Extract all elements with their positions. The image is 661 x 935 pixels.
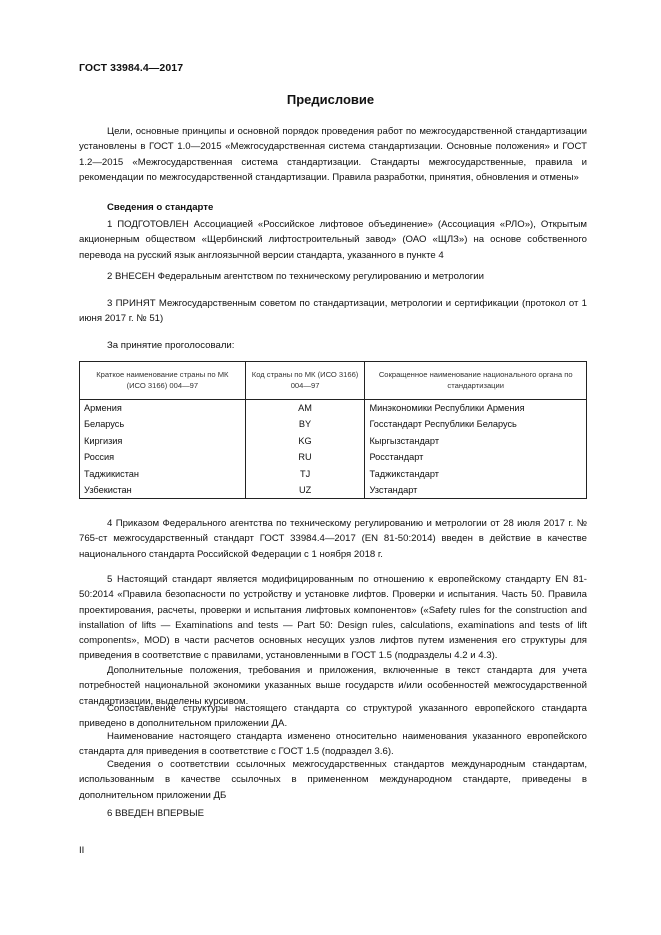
table-cell-code: RU (245, 449, 365, 465)
table-row (80, 466, 587, 482)
intro-paragraph: Цели, основные принципы и основной порядок проведения работ по межгосударственной стандартизации установлены в ГОСТ 1.0—2015 «Межгосударственная система стандартизации. Основные положения» и ГОСТ 1.2—2015 «Межгосударственная система стандартизации. Стандарты межгосударственные, правила и рекомендации по межгосударственной стандартизации. Правила разработки, принятия, обновления и отмены» (79, 126, 587, 183)
table-header-body: Сокращенное наименование национального органа по стандартизации (365, 362, 587, 400)
table-cell-country: Узбекистан (80, 482, 246, 499)
table-cell-code: BY (245, 416, 365, 432)
item-5-paragraph-4: Наименование настоящего стандарта изменено относительно наименования указанного европейского стандарта для приведения в соответствие с ГОСТ 1.5 (подраздел 3.6). (79, 731, 587, 758)
table-cell-country: Армения (80, 400, 246, 417)
item-5-paragraph-3: Сопоставление структуры настоящего стандарта со структурой указанного европейского стандарта приведено в дополнительном приложении ДА. (79, 703, 587, 730)
item-3-paragraph: 3 ПРИНЯТ Межгосударственным советом по стандартизации, метрологии и сертификации (протокол от 1 июня 2017 г. № 51) (79, 298, 587, 325)
table-row (80, 400, 587, 417)
member-states-table (79, 361, 587, 499)
section-heading: Сведения о стандарте (107, 202, 214, 213)
page-number: II (79, 845, 85, 856)
table-row (80, 416, 587, 432)
table-header-country: Краткое наименование страны по МК (ИСО 3166) 004—97 (80, 362, 246, 400)
table-cell-country: Беларусь (80, 416, 246, 432)
table-cell-code: AM (245, 400, 365, 417)
table-cell-body: Росстандарт (365, 449, 587, 465)
item-2-paragraph: 2 ВНЕСЕН Федеральным агентством по техническому регулированию и метрологии (107, 271, 485, 282)
table-cell-body: Таджикстандарт (365, 466, 587, 482)
standard-id-header: ГОСТ 33984.4—2017 (79, 62, 184, 74)
item-5-paragraph-5: Сведения о соответствии ссылочных межгосударственных стандартов международным стандартам, использованным в качестве ссылочных в примененном международном стандарте, приведены в дополнительном приложении ДБ (79, 759, 587, 801)
table-row (80, 482, 587, 499)
item-5-paragraph: 5 Настоящий стандарт является модифицированным по отношению к европейскому стандарту EN 81-50:2014 «Правила безопасности по устройству и установке лифтов. Проверки и испытания. Часть 50. Правила проектирования, расчеты, проверки и испытания лифтовых компонентов» («Safety rules for the construction and installation of lifts — Examinations and tests — Part 50: Design rules, calculations, examinations and tests of lift components», MOD) в части расчетов основных несущих узлов лифтов путем изменения его структуры для приведения в соответствие с правилами, установленными в ГОСТ 1.5 (подразделы 4.2 и 4.3). (79, 574, 587, 662)
table-cell-code: UZ (245, 482, 365, 499)
page-title: Предисловие (286, 92, 375, 107)
table-header-code: Код страны по МК (ИСО 3166) 004—97 (245, 362, 365, 400)
item-6-paragraph: 6 ВВЕДЕН ВПЕРВЫЕ (107, 808, 205, 819)
table-cell-country: Россия (80, 449, 246, 465)
table-cell-body: Узстандарт (365, 482, 587, 499)
item-5-paragraph-2: Дополнительные положения, требования и приложения, включенные в текст стандарта для учета потребностей национальной экономики указанных выше государств и/или особенностей межгосударственной стандартизации, выделены курсивом. (79, 665, 587, 707)
table-cell-body: Кыргызстандарт (365, 433, 587, 449)
vote-intro: За принятие проголосовали: (107, 340, 235, 351)
table-cell-country: Киргизия (80, 433, 246, 449)
table-row (80, 449, 587, 465)
table-cell-country: Таджикистан (80, 466, 246, 482)
table-cell-code: TJ (245, 466, 365, 482)
item-4-paragraph: 4 Приказом Федерального агентства по техническому регулированию и метрологии от 28 июля 2017 г. № 765-ст межгосударственный стандарт ГОСТ 33984.4—2017 (EN 81-50:2014) введен в действие в качестве национального стандарта Российской Федерации с 1 ноября 2018 г. (79, 518, 587, 560)
table-header-row (80, 362, 587, 400)
table-row (80, 433, 587, 449)
item-1-paragraph: 1 ПОДГОТОВЛЕН Ассоциацией «Российское лифтовое объединение» (Ассоциация «РЛО»), Открытым акционерным обществом «Щербинский лифтостроительный завод» (ОАО «ЩЛЗ») на основе собственного перевода на русский язык англоязычной версии стандарта, указанного в пункте 4 (79, 219, 587, 261)
table-cell-body: Госстандарт Республики Беларусь (365, 416, 587, 432)
table-cell-body: Минэкономики Республики Армения (365, 400, 587, 417)
table-cell-code: KG (245, 433, 365, 449)
